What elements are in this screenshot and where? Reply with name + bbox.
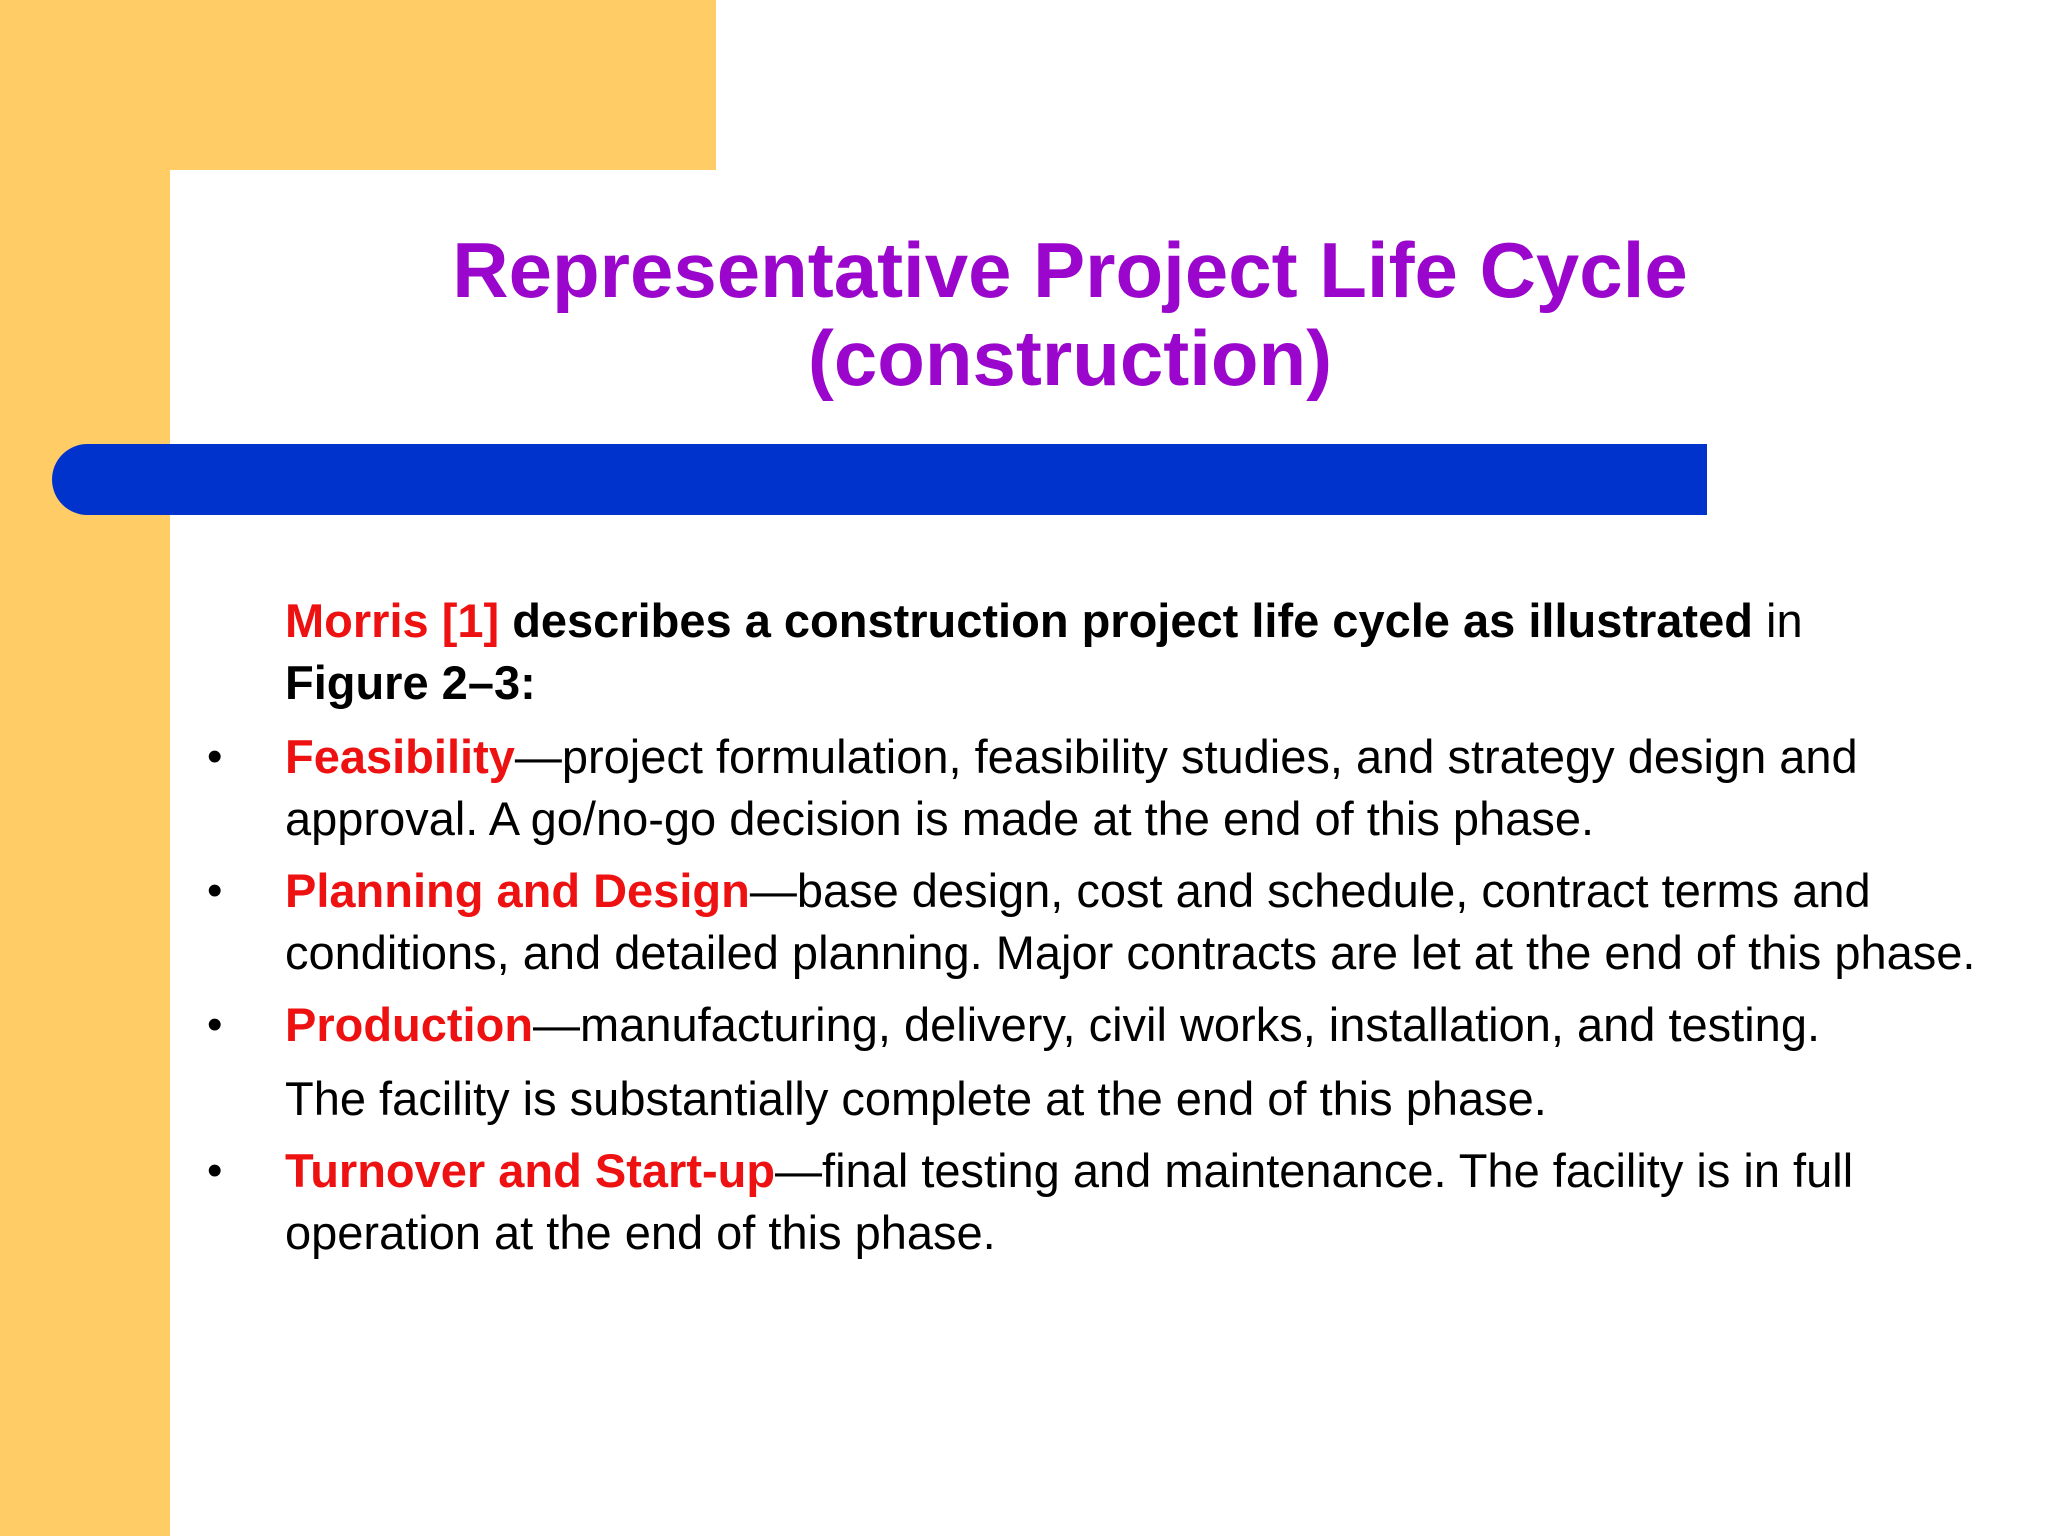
title-line-2: (construction) (807, 314, 1333, 402)
title-line-1: Representative Project Life Cycle (452, 226, 1688, 314)
bullet-icon: • (207, 866, 223, 915)
title-divider-bar (52, 444, 1707, 515)
phase-name: Production (285, 998, 534, 1051)
phase-description-line-2: The facility is substantially complete at the end of this phase. (285, 1072, 1547, 1125)
phase-list (207, 726, 1985, 1264)
intro-paragraph (285, 590, 1985, 714)
phase-description: —final testing and maintenance. The facility is in full operation at the end of this phase. (285, 1144, 1854, 1259)
decorative-left-band (0, 0, 170, 1536)
bullet-icon: • (207, 1000, 223, 1049)
intro-plain-text: in (1752, 594, 1803, 647)
list-item-feasibility (207, 726, 1985, 850)
phase-name: Planning and Design (285, 864, 750, 917)
slide-title (230, 226, 1910, 402)
intro-figure-ref: Figure 2–3: (285, 656, 536, 709)
phase-name: Turnover and Start-up (285, 1144, 776, 1197)
decorative-top-block (0, 0, 716, 170)
list-item-planning-and-design (207, 860, 1985, 984)
intro-author: Morris [1] (285, 594, 500, 647)
phase-description: —manufacturing, delivery, civil works, installation, and testing. (533, 998, 1821, 1051)
list-item-turnover-and-start-up (207, 1140, 1985, 1264)
slide-body (207, 590, 1985, 1274)
intro-bold-text: describes a construction project life cycle as illustrated (499, 594, 1753, 647)
phase-name: Feasibility (285, 730, 515, 783)
bullet-icon: • (207, 732, 223, 781)
phase-description: —base design, cost and schedule, contract terms and conditions, and detailed planning. Major contracts are let at the end of this phase. (285, 864, 1976, 979)
bullet-icon: • (207, 1146, 223, 1195)
list-item-production (207, 994, 1985, 1130)
phase-description: —project formulation, feasibility studies, and strategy design and approval. A go/no-go decision is made at the end of this phase. (285, 730, 1858, 845)
